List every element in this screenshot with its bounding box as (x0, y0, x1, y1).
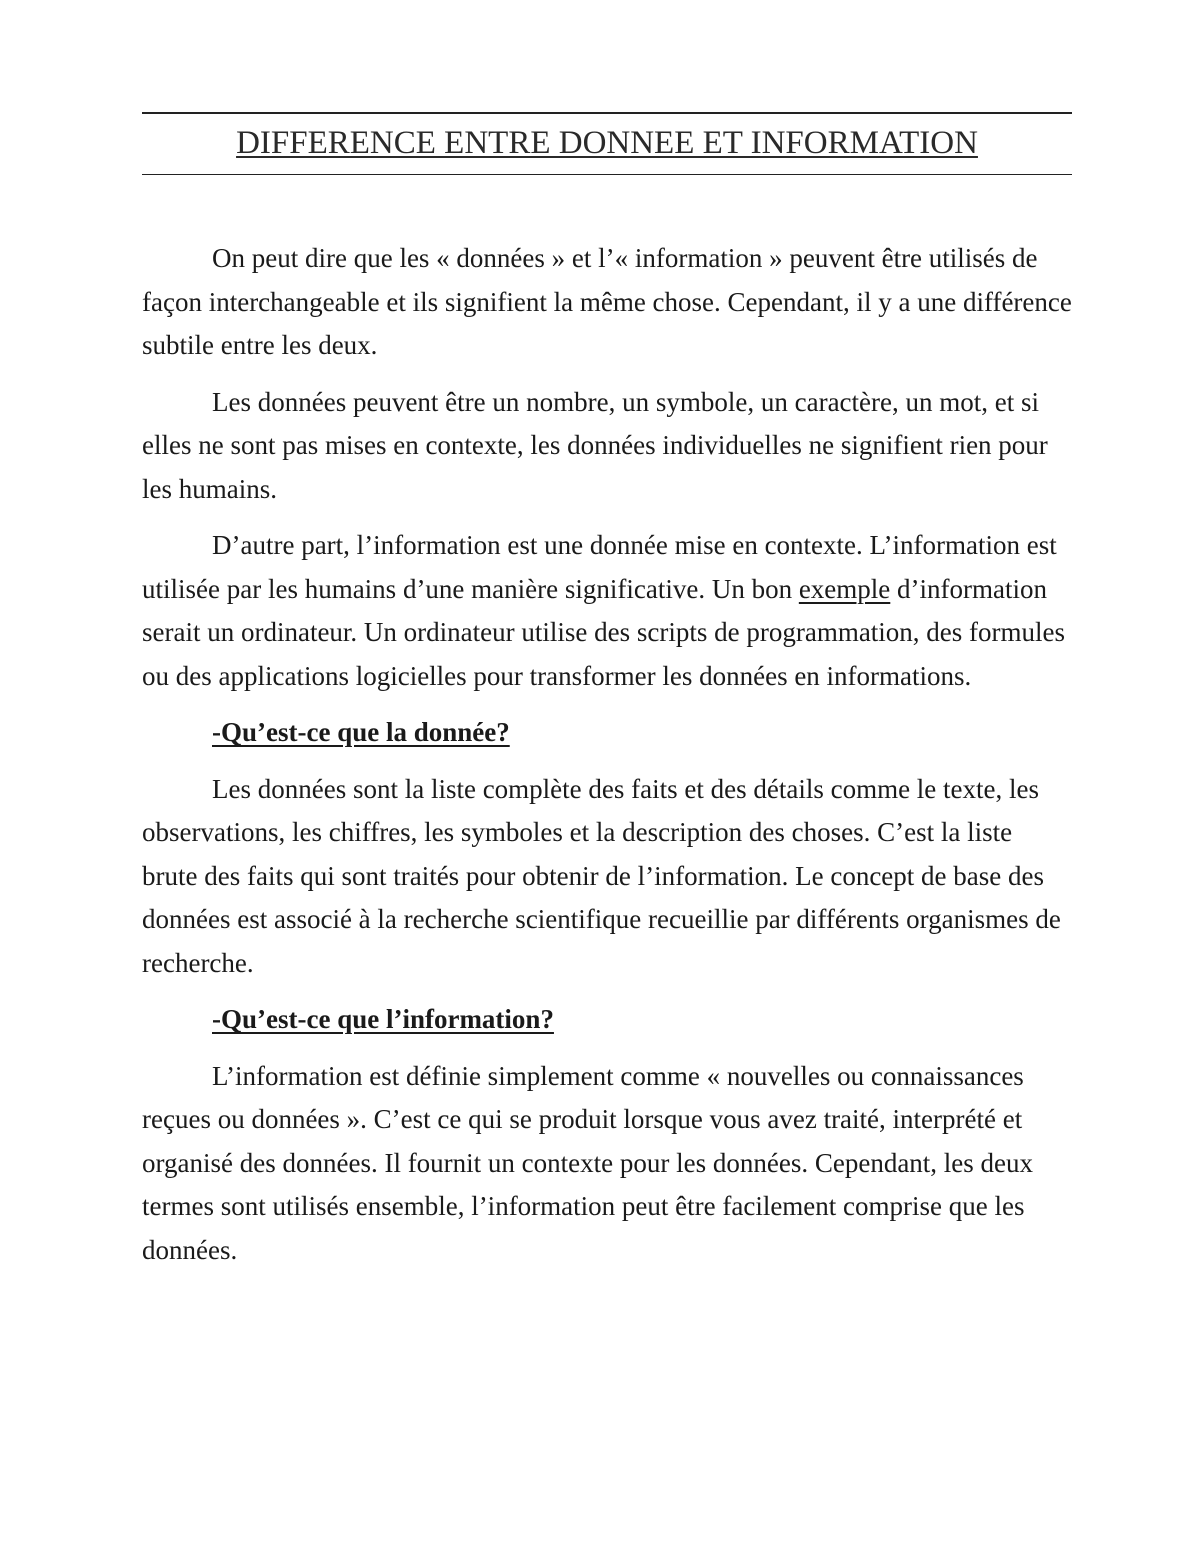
section-heading-information (142, 998, 1072, 1042)
exemple-link[interactable]: exemple (798, 573, 891, 604)
paragraph-3 (142, 524, 1072, 698)
paragraph-5: L’information est définie simplement comme « nouvelles ou connaissances reçues ou données ». C’est ce qui se produit lorsque vous avez traité, interprété et organisé des données. Il fournit un contexte pour les données. Cependant, les deux termes sont utilisés ensemble, l’information peut être facilement comprise que les données. (142, 1060, 1034, 1265)
section-heading-donnee (142, 711, 1072, 755)
paragraph-2: Les données peuvent être un nombre, un symbole, un caractère, un mot, et si elles ne sont pas mises en contexte, les données individuelles ne signifient rien pour les humains. (142, 386, 1048, 504)
paragraph-3-start: D’autre part, l’information est une donnée mise en contexte. L’information est utilisée par les humains d’une manière significative. Un bon (142, 530, 1057, 604)
section-heading-information-text: -Qu’est-ce que l’information? (212, 1004, 554, 1034)
document-body (142, 237, 1072, 1272)
paragraph-3-end: d’information serait un ordinateur. Un ordinateur utilise des scripts de programmation, des formules ou des applications logicielles pour transformer les données en informations. (142, 573, 1066, 691)
paragraph-4: Les données sont la liste complète des faits et des détails comme le texte, les observations, les chiffres, les symboles et la description des choses. C’est la liste brute des faits qui sont traités pour obtenir de l’information. Le concept de base des données est associé à la recherche scientifique recueillie par différents organismes de recherche. (142, 773, 1061, 978)
document-page (142, 112, 1072, 1285)
title-bottom-rule (142, 174, 1072, 175)
section-heading-donnee-text: -Qu’est-ce que la donnée? (212, 717, 510, 747)
paragraph-1: On peut dire que les « données » et l’« information » peuvent être utilisés de façon interchangeable et ils signifient la même chose. Cependant, il y a une différence subtile entre les deux. (142, 243, 1072, 360)
document-title: DIFFERENCE ENTRE DONNEE ET INFORMATION (236, 125, 978, 161)
title-top-rule (142, 112, 1072, 114)
